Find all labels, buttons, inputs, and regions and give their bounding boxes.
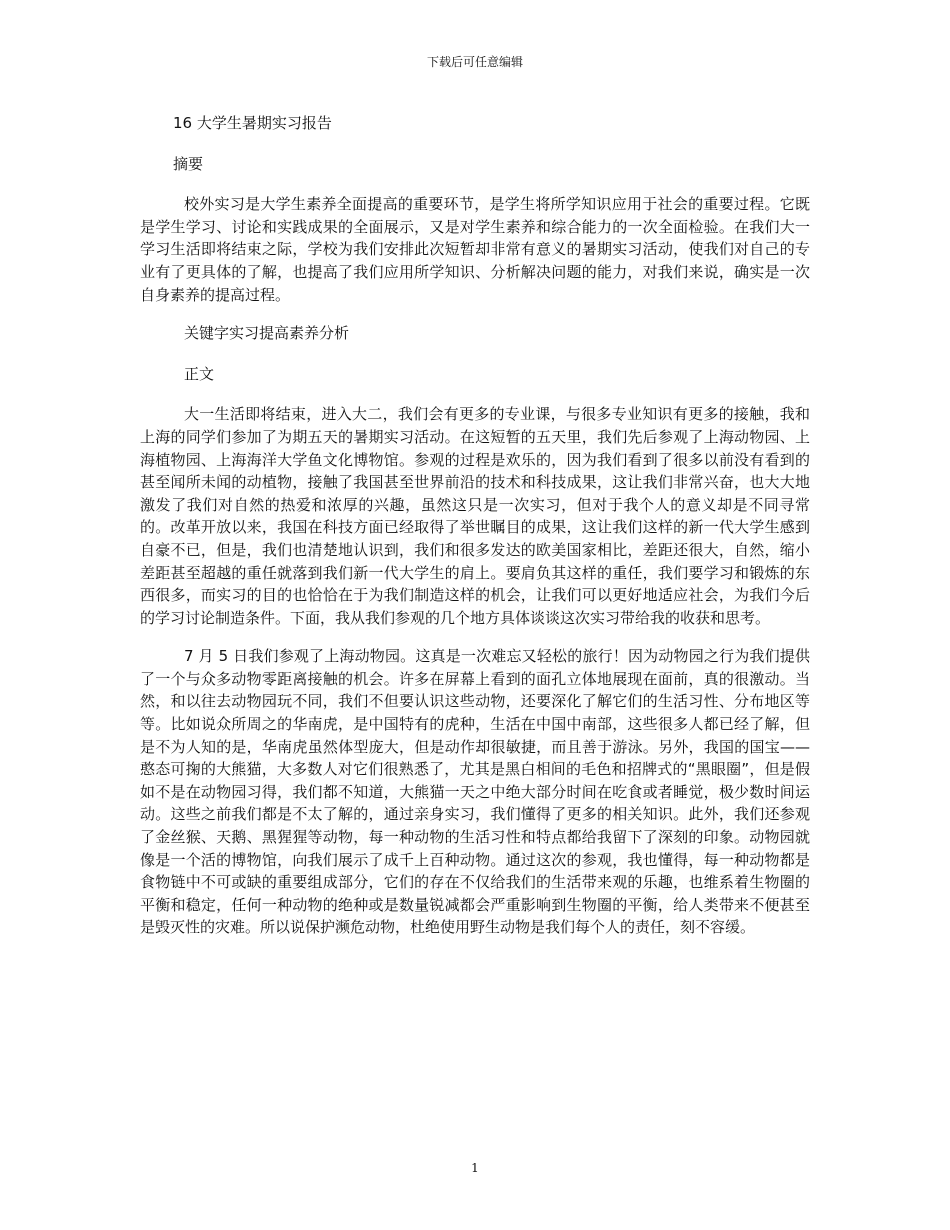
document-body <box>140 112 810 955</box>
body-paragraph-2: 7 月 5 日我们参观了上海动物园。这真是一次难忘又轻松的旅行！因为动物园之行为我们提供了一个与众多动物零距离接触的机会。许多在屏幕上看到的面孔立体地展现在面前，真的很激动。当然，和以往去动物园玩不同，我们不但要认识这些动物，还要深化了解它们的生活习性、分布地区等等。比如说众所周之的华南虎，是中国特有的虎种，生活在中国中南部，这些很多人都已经了解，但是不为人知的是，华南虎虽然体型庞大，但是动作却很敏捷，而且善于游泳。另外，我国的国宝——憨态可掬的大熊猫，大多数人对它们很熟悉了，尤其是黑白相间的毛色和招牌式的“黑眼圈”，但是假如不是在动物园习得，我们都不知道，大熊猫一天之中绝大部分时间在吃食或者睡觉，极少数时间运动。这些之前我们都是不太了解的，通过亲身实习，我们懂得了更多的相关知识。此外，我们还参观了金丝猴、天鹅、黑猩猩等动物，每一种动物的生活习性和特点都给我留下了深刻的印象。动物园就像是一个活的博物馆，向我们展示了成千上百种动物。通过这次的参观，我也懂得，每一种动物都是食物链中不可或缺的重要组成部分，它们的存在不仅给我们的生活带来观的乐趣，也维系着生物圈的平衡和稳定，任何一种动物的绝种或是数量锐减都会严重影响到生物圈的平衡，给人类带来不便甚至是毁灭性的灾难。所以说保护濒危动物，杜绝使用野生动物是我们每个人的责任，刻不容缓。 <box>140 647 810 937</box>
abstract-paragraph: 校外实习是大学生素养全面提高的重要环节，是学生将所学知识应用于社会的重要过程。它既是学生学习、讨论和实践成果的全面展示，又是对学生素养和综合能力的一次全面检验。在我们大一学习生活即将结束之际，学校为我们安排此次短暂却非常有意义的暑期实习活动，使我们对自己的专业有了更具体的了解，也提高了我们应用所学知识、分析解决问题的能力，对我们来说，确实是一次自身素养的提高过程。 <box>140 195 810 304</box>
body-heading: 正文 <box>184 364 215 383</box>
keywords-line: 关键字实习提高素养分析 <box>184 324 350 343</box>
abstract-heading: 摘要 <box>173 154 204 173</box>
header-note: 下载后可任意编辑 <box>426 55 523 69</box>
body-paragraph-1: 大一生活即将结束，进入大二，我们会有更多的专业课，与很多专业知识有更多的接触，我和上海的同学们参加了为期五天的暑期实习活动。在这短暂的五天里，我们先后参观了上海动物园、上海植物园、上海海洋大学鱼文化博物馆。参观的过程是欢乐的，因为我们看到了很多以前没有看到的甚至闻所未闻的动植物，接触了我国甚至世界前沿的技术和科技成果，这让我们非常兴奋，也大大地激发了我们对自然的热爱和浓厚的兴趣，虽然这只是一次实习，但对于我个人的意义却是不同寻常的。改革开放以来，我国在科技方面已经取得了举世瞩目的成果，这让我们这样的新一代大学生感到自豪不已，但是，我们也清楚地认识到，我们和很多发达的欧美国家相比，差距还很大，自然，缩小差距甚至超越的重任就落到我们新一代大学生的肩上。要肩负其这样的重任，我们要学习和锻炼的东西很多，而实习的目的也恰恰在于为我们制造这样的机会，让我们可以更好地适应社会，为我们今后的学习讨论制造条件。下面，我从我们参观的几个地方具体谈谈这次实习带给我的收获和思考。 <box>140 405 810 627</box>
document-title: 16 大学生暑期实习报告 <box>173 114 332 132</box>
page-number: 1 <box>471 1161 479 1175</box>
